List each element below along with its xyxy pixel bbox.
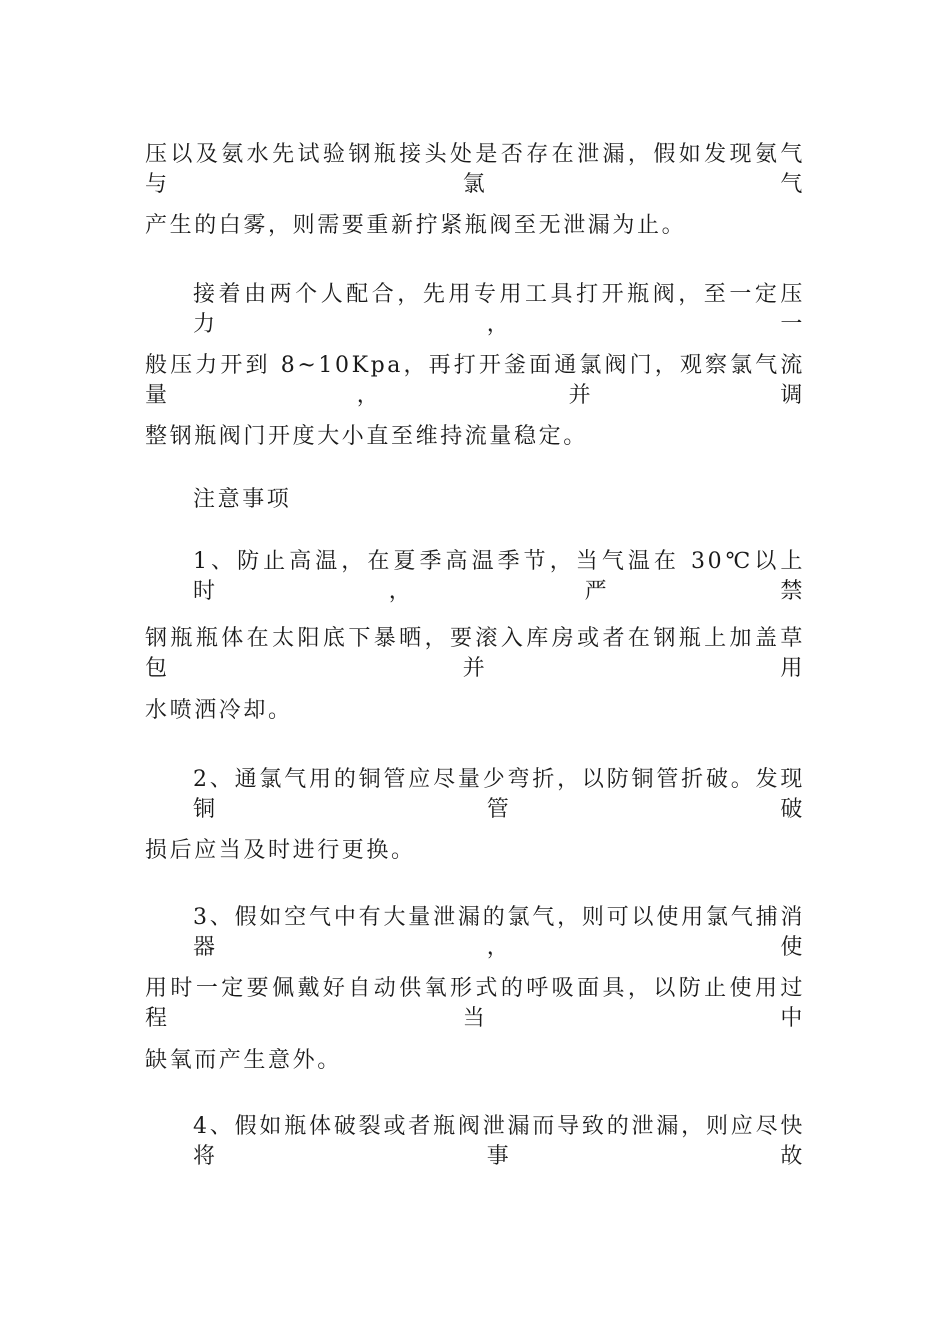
paragraph-line: 产生的白雾，则需要重新拧紧瓶阀至无泄漏为止。	[145, 213, 687, 238]
paragraph-line: 压以及氨水先试验钢瓶接头处是否存在泄漏，假如发现氨气与氯气	[145, 142, 805, 197]
paragraph-line: 整钢瓶阀门开度大小直至维持流量稳定。	[145, 424, 588, 449]
paragraph-line: 4、假如瓶体破裂或者瓶阀泄漏而导致的泄漏，则应尽快将事故	[193, 1114, 805, 1169]
paragraph-line: 钢瓶瓶体在太阳底下暴晒，要滚入库房或者在钢瓶上加盖草包并用	[145, 626, 805, 681]
paragraph-line: 2、通氯气用的铜管应尽量少弯折，以防铜管折破。发现铜管破	[193, 767, 805, 822]
paragraph-line: 缺氧而产生意外。	[145, 1048, 342, 1073]
paragraph-line: 接着由两个人配合，先用专用工具打开瓶阀，至一定压力，一	[193, 282, 805, 337]
paragraph-line: 般压力开到 8~10Kpa，再打开釜面通氯阀门，观察氯气流量，并调	[145, 353, 805, 408]
paragraph-line: 3、假如空气中有大量泄漏的氯气，则可以使用氯气捕消器，使	[193, 905, 805, 960]
paragraph-line: 损后应当及时进行更换。	[145, 838, 416, 863]
section-heading: 注意事项	[193, 487, 292, 512]
paragraph-line: 水喷洒冷却。	[145, 698, 293, 723]
paragraph-line: 1、防止高温，在夏季高温季节，当气温在 30℃以上时，严禁	[193, 549, 805, 604]
paragraph-line: 用时一定要佩戴好自动供氧形式的呼吸面具，以防止使用过程当中	[145, 976, 805, 1031]
